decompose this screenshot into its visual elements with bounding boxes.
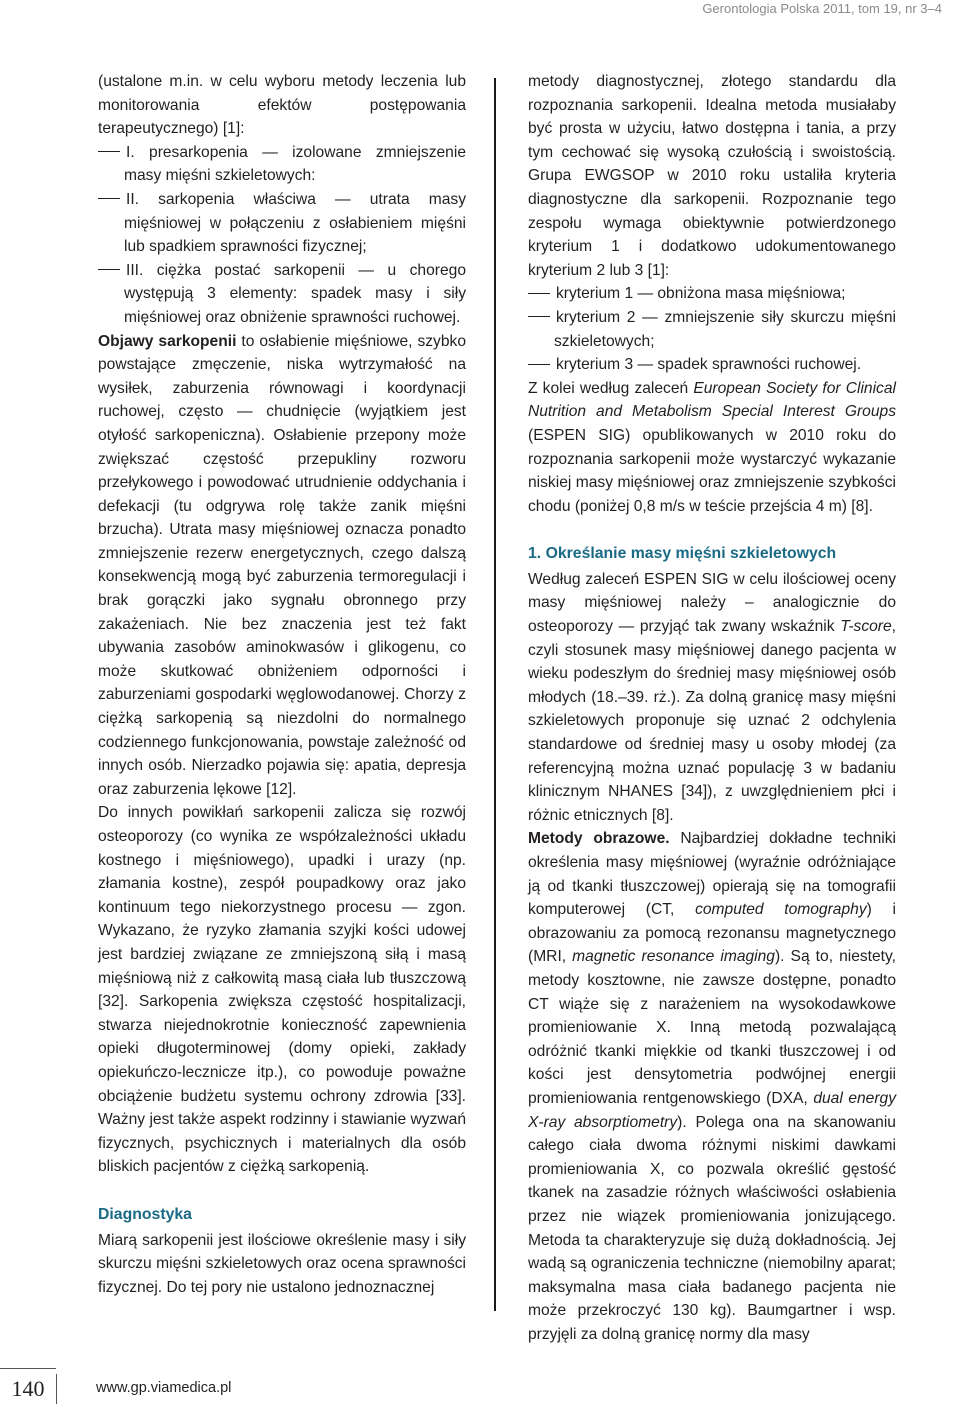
imaging-paragraph: Metody obrazowe. Najbardziej dokładne techniki określenia masy mięśniowej (wyraźnie odróżniające ją od tkanki tłuszczowej) opierają się na tomografii komputerowej (CT, computed tomography) i obrazowaniu za pomocą rezonansu magnetycznego (MRI, magnetic resonance imaging). Są to, niestety, metody kosztowne, nie zawsze dostępne, ponadto CT wiąże się z narażeniem na wysokodawkowe promieniowanie X. Inną metodą pozwalającą odróżnić tkanki miękkie od tkanki tłuszczowej i od kości jest densytometria podwójnej energii promieniowania rentgenowskiego (DXA, dual energy X-ray absorptiometry). Polega ona na skanowaniu całego ciała dwoma różnymi niskimi dawkami promieniowania X, co pozwala określić gęstość tkanek na zasadzie różnych właściwości osłabienia przez nie wiązek promieniowania jonizującego. Metoda ta charakteryzuje się dużą dokładnością. Jej wadą są ograniczenia techniczne (niemobilny aparat; maksymalna masa ciała badanego pacjenta nie może przekroczyć 130 kg). Baumgartner i wsp. przyjęli za dolną granicę normy dla masy xyxy=(528,830,897,1343)
footer-url[interactable]: www.gp.viamedica.pl xyxy=(96,1380,232,1396)
stage-item: II. sarkopenia właściwa — utrata masy mięśniowej w połączeniu z osłabieniem mięśni lub spadkiem sprawności fizycznej; xyxy=(98,188,466,259)
criterion-item: kryterium 2 — zmniejszenie siły skurczu mięśni szkieletowych; xyxy=(528,306,896,353)
stage-item: III. ciężka postać sarkopenii — u chorego występują 3 elementy: spadek masy i siły mięśniowej oraz obniżenie sprawności ruchowej. xyxy=(98,259,466,330)
complications-paragraph: Do innych powikłań sarkopenii zalicza się rozwój osteoporozy (co wynika ze współzależności układu kostnego i mięśniowego), upadki i urazy (np. złamania kostne), zespół poupadkowy oraz jako kontinuum tego niekorzystnego procesu — zgon. Wykazano, że ryzyko złamania szyjki kości udowej jest bardziej związane ze zmniejszoną siłą i masą mięśniową niż z całkowitą masą ciała lub tłuszczową [32]. Sarkopenia zwiększa częstość hospitalizacji, stwarza niejednokrotnie konieczność zapewnienia opieki długoterminowej (domy opieki, zakłady opiekuńczo-lecznicze itp.), co powoduje poważne obciążenie budżetu systemu ochrony zdrowia [33]. Ważny jest także aspekt rodzinny i stawianie wyzwań fizycznych, psychicznych i materialnych dla osób bliskich pacjentów z ciężką sarkopenią. xyxy=(98,804,466,1176)
criteria-list xyxy=(528,282,896,376)
espen-paragraph: Z kolei według zaleceń European Society for Clinical Nutrition and Metabolism Special Interest Groups (ESPEN SIG) opublikowanych w 2010 roku do rozpoznania sarkopenii może wystarczyć wykazanie niskiej masy mięśniowej oraz zmniejszenie szybkości chodu (poniżej 0,8 m/s w teście przejścia 4 m) [8]. xyxy=(528,379,896,515)
running-header: Gerontologia Polska 2011, tom 19, nr 3–4 xyxy=(702,1,942,16)
em-dash-icon xyxy=(528,364,550,365)
stage-item: I. presarkopenia — izolowane zmniejszenie masy mięśni szkieletowych: xyxy=(98,141,466,188)
section-heading-diagnostyka: Diagnostyka xyxy=(98,1205,192,1223)
section-heading-muscle-mass: 1. Określanie masy mięśni szkieletowych xyxy=(528,545,837,563)
imaging-lead: Metody obrazowe. xyxy=(528,830,670,848)
intro-paragraph: (ustalone m.in. w celu wyboru metody leczenia lub monitorowania efektów postępowania terapeutycznego) [1]: xyxy=(98,73,466,138)
symptoms-paragraph: Objawy sarkopenii to osłabienie mięśniowe, szybko powstające zmęczenie, niska wytrzymałość na wysiłek, zaburzenia równowagi i koordynacji ruchowej, często — chudnięcie (wyjątkiem jest otyłość sarkopeniczna). Osłabienie przepony może zwiększać częstość przepukliny rozworu przełykowego i powodować utrudnienie oddychania i defekacji (tu odgrywa rolę także zanik mięśni brzucha). Utrata masy mięśniowej oznacza ponadto zmniejszenie rezerw energetycznych, czego dalszą konsekwencją mogą być zaburzenia termoregulacji i brak gorączki jako sygnału obronnego przy zakażeniach. Nie bez znaczenia jest też fakt ubywania zasobów aminokwasów i glikogenu, co może skutkować obniżeniem odporności i zaburzeniami gospodarki węglowodanowej. Chorzy z ciężką sarkopenią są niezdolni do normalnego codziennego funkcjonowania, powstaje zależność od innych osób. Nierzadko pojawia się: apatia, depresja oraz zaburzenia lękowe [12]. xyxy=(98,332,467,798)
right-column xyxy=(528,70,896,1346)
em-dash-icon xyxy=(98,151,120,152)
footer-rule xyxy=(0,1368,56,1369)
diagnostics-paragraph: Miarą sarkopenii jest ilościowe określenie masy i siły skurczu mięśni szkieletowych oraz ocena sprawności fizycznej. Do tej pory nie ustalono jednoznacznej xyxy=(98,1231,466,1296)
em-dash-icon xyxy=(98,198,120,199)
em-dash-icon xyxy=(528,316,550,317)
method-paragraph: metody diagnostycznej, złotego standardu dla rozpoznania sarkopenii. Idealna metoda musiałaby być prosta w użyciu, łatwo dostępna i tania, a przy tym cechować się wysoką czułością i swoistością. Grupa EWGSOP w 2010 roku ustaliła kryteria diagnostyczne dla sarkopenii. Rozpoznanie tego zespołu wymaga obiektywnie potwierdzonego kryterium 1 i dodatkowo udokumentowanego kryterium 2 lub 3 [1]: xyxy=(528,73,896,279)
em-dash-icon xyxy=(98,269,120,270)
em-dash-icon xyxy=(528,293,550,294)
stages-list xyxy=(98,141,466,330)
criterion-item: kryterium 1 — obniżona masa mięśniowa; xyxy=(528,282,896,306)
left-column xyxy=(98,70,466,1299)
criterion-item: kryterium 3 — spadek sprawności ruchowej. xyxy=(528,353,896,377)
symptoms-lead: Objawy sarkopenii xyxy=(98,332,237,350)
page-number: 140 xyxy=(0,1374,57,1404)
column-divider xyxy=(494,78,496,1311)
tscore-paragraph: Według zaleceń ESPEN SIG w celu ilościowej oceny masy mięśniowej należy – analogicznie do osteoporozy — przyjąć tak zwany wskaźnik T-score, czyli stosunek masy mięśniowej danego pacjenta w wieku podeszłym do średniej masy mięśniowej osób młodych (18.–39. rż.). Za dolną granicę masy mięśni szkieletowych proponuje się uznać 2 odchylenia standardowe od średniej masy u osoby młodej (za referencyjną można uznać populację 3 w badaniu klinicznym NHANES [34]), z uwzględnieniem płci i różnic etnicznych [8]. xyxy=(528,570,896,824)
